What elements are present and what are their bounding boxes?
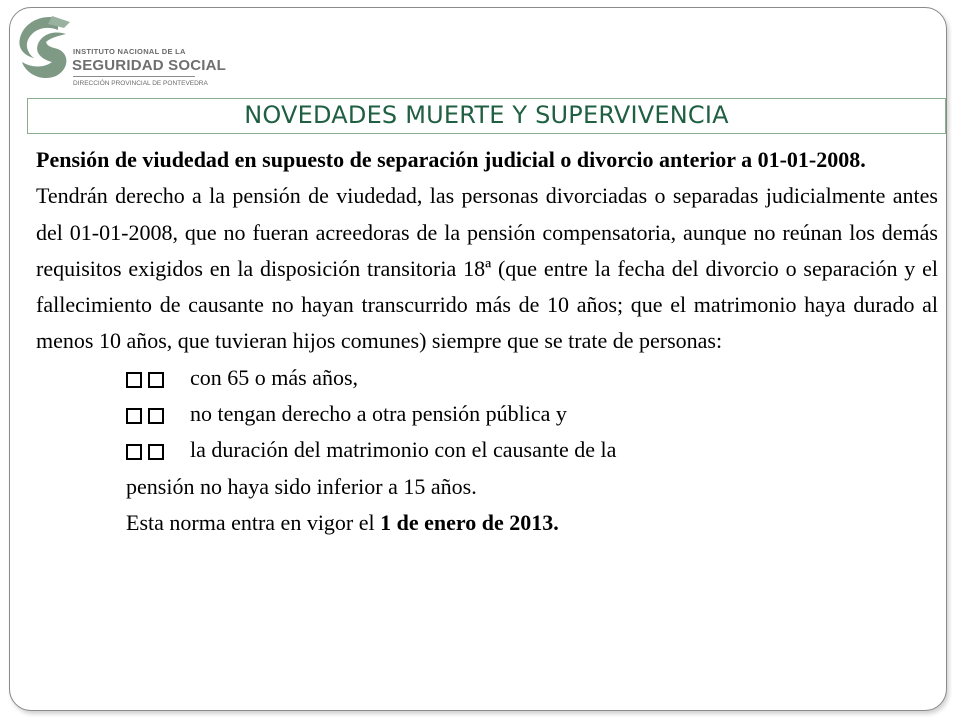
bullet-box-icon bbox=[126, 434, 182, 470]
org-name-line1: INSTITUTO NACIONAL DE LA bbox=[73, 47, 186, 56]
body-paragraph: Tendrán derecho a la pensión de viudedad, las personas divorciadas o separadas judicialmente antes del 01-01-2008, que no fueran acreedoras de la pensión compensatoria, aunque no reúnan los demás requisitos exigidos en la disposición transitoria 18ª (que entre la fecha del divorcio o separación y el fallecimiento de causante no hayan transcurrido más de 10 años; que el matrimonio haya durado al menos 10 años, que tuvieran hijos comunes) siempre que se trate de personas: bbox=[36, 183, 938, 354]
bullet-box-icon bbox=[126, 398, 182, 434]
list-continuation: pensión no haya sido inferior a 15 años. bbox=[126, 473, 477, 499]
body-heading: Pensión de viudedad en supuesto de separación judicial o divorcio anterior a 01-01-2008. bbox=[36, 147, 866, 172]
org-divider bbox=[73, 76, 195, 77]
list-item: no tengan derecho a otra pensión pública y bbox=[36, 396, 938, 432]
list-item: con 65 o más años, bbox=[36, 360, 938, 396]
closing-line: Esta norma entra en vigor el 1 de enero de 2013. bbox=[126, 509, 559, 535]
effective-date: 1 de enero de 2013. bbox=[380, 509, 559, 535]
slide-title: NOVEDADES MUERTE Y SUPERVIVENCIA bbox=[244, 101, 729, 129]
bullet-box-icon bbox=[126, 362, 182, 398]
list-item: la duración del matrimonio con el causante de la bbox=[36, 432, 938, 468]
org-name-line2: SEGURIDAD SOCIAL bbox=[72, 57, 227, 74]
inss-logo-icon bbox=[12, 12, 74, 88]
slide-body bbox=[36, 142, 938, 541]
org-department: DIRECCIÓN PROVINCIAL DE PONTEVEDRA bbox=[73, 80, 208, 87]
slide-title-bar bbox=[27, 98, 946, 134]
